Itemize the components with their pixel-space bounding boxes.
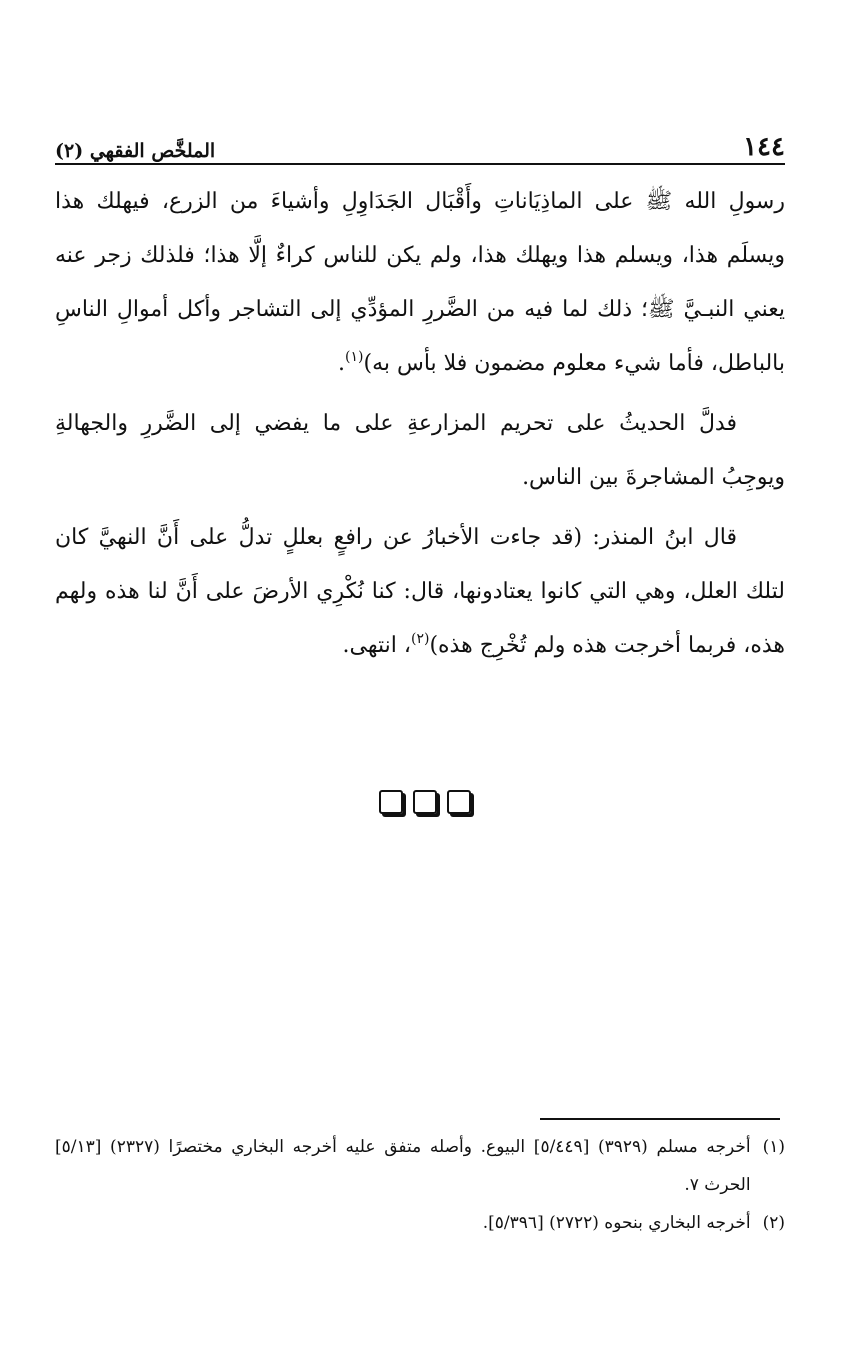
footnotes xyxy=(55,1128,785,1242)
footnote-ref-2[interactable]: (٢) xyxy=(410,631,430,647)
running-title: الملخَّص الفقهي (٢) xyxy=(55,140,216,162)
footnote-2 xyxy=(55,1204,785,1242)
paragraph-2-text: فدلَّ الحديثُ على تحريم المزارعةِ على ما يفضي إلى الضَّررِ والجهالةِ ويوجِبُ المشاجرةَ بين الناس. xyxy=(55,411,785,490)
square-ornament-icon xyxy=(379,790,403,814)
paragraph-3-end: ، انتهى. xyxy=(342,633,411,658)
footnote-text: أخرجه مسلم (٣٩٢٩) [٥/٤٤٩] البيوع. وأصله متفق عليه أخرجه البخاري مختصرًا (٢٣٢٧) [٥/١٣] الحرث ٧. xyxy=(55,1137,751,1195)
footnote-text: أخرجه البخاري بنحوه (٢٧٢٢) [٥/٣٩٦]. xyxy=(482,1213,751,1233)
paragraph-3-text: قال ابنُ المنذر: (قد جاءت الأخبارُ عن رافعٍ بعللٍ تدلُّ على أَنَّ النهيَّ كان لتلك العلل، وهي التي كانوا يعتادونها، قال: كنا نُكْرِي الأرضَ على أَنَّ لنا هذه ولهم هذه، فربما أخرجت هذه ولم تُخْرِج هذه) xyxy=(55,525,785,658)
square-ornament-icon xyxy=(413,790,437,814)
footnote-1 xyxy=(55,1128,785,1204)
paragraph-3 xyxy=(55,511,785,673)
page-header xyxy=(55,122,785,162)
square-ornament-icon xyxy=(447,790,471,814)
paragraph-1 xyxy=(55,175,785,391)
footnote-ref-1[interactable]: (١) xyxy=(345,349,364,365)
footnote-rule xyxy=(540,1118,780,1120)
paragraph-1-text: رسولِ الله ﷺ على الماذِيَاناتِ وأَقْبَال الجَدَاوِلِ وأشياءَ من الزرع، فيهلك هذا ويسلَم هذا، ويسلم هذا ويهلك هذا، ولم يكن للناس كراءٌ إلَّا هذا؛ فلذلك زجر عنه يعني النبـيَّ ﷺ؛ ذلك لما فيه من الضَّررِ المؤدِّي إلى التشاجر وأكل أموالِ الناسِ بالباطل، فأما شيء معلوم مضمون فلا بأس به) xyxy=(55,189,786,376)
footnote-number: (٢) xyxy=(762,1213,785,1233)
paragraph-1-end: . xyxy=(338,351,346,376)
section-end-marks xyxy=(0,790,849,814)
header-rule xyxy=(55,163,785,165)
paragraph-2 xyxy=(55,397,785,505)
body-text xyxy=(55,175,785,679)
footnote-number: (١) xyxy=(762,1137,785,1157)
page-number: ١٤٤ xyxy=(743,132,785,162)
